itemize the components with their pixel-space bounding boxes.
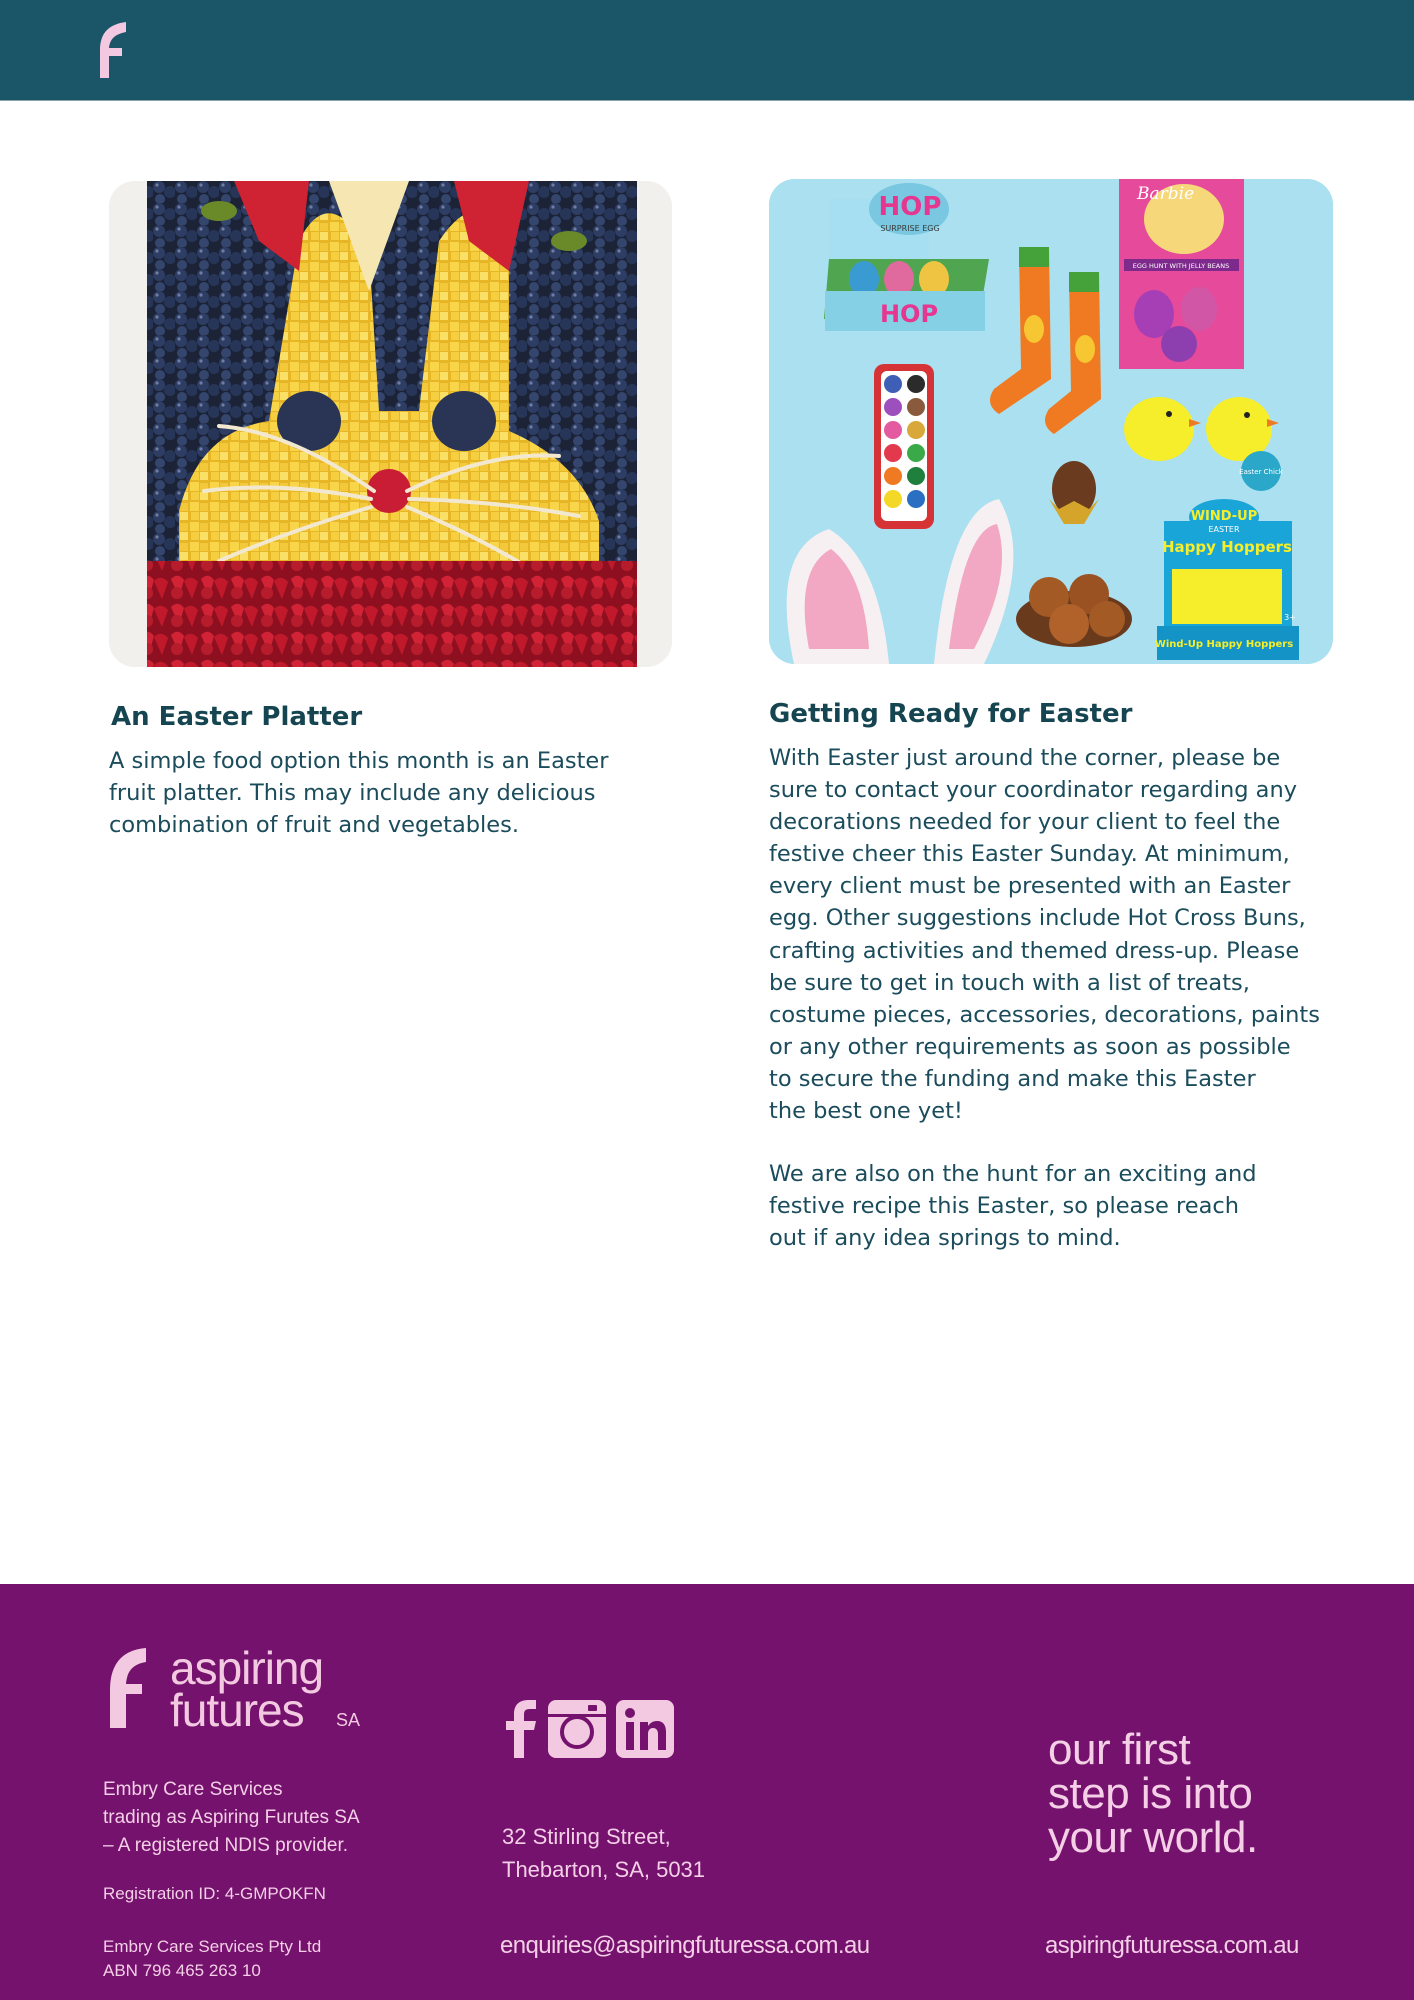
barbie-sublabel: EGG HUNT WITH JELLY BEANS xyxy=(1132,262,1230,270)
pty-line: ABN 796 465 263 10 xyxy=(103,1961,261,1980)
hop-box-sublabel: SURPRISE EGG xyxy=(880,224,940,233)
happy-hoppers-box xyxy=(1155,499,1299,660)
body-line: fruit platter. This may include any delicious xyxy=(109,780,596,807)
easter-treats-collage-photo xyxy=(769,179,1333,664)
logo-suffix: SA xyxy=(336,1710,361,1730)
logo-line-2: futures xyxy=(170,1684,304,1730)
article-title-getting-ready: Getting Ready for Easter xyxy=(769,699,1133,729)
tagline-line: step is into xyxy=(1048,1769,1253,1818)
body-line: festive recipe this Easter, so please reach xyxy=(769,1193,1240,1220)
tagline xyxy=(1048,1725,1258,1862)
wind-up-sublabel: EASTER xyxy=(1208,525,1240,534)
company-line: – A registered NDIS provider. xyxy=(103,1835,349,1856)
article-body-easter-platter xyxy=(109,745,609,841)
instagram-icon[interactable] xyxy=(548,1700,606,1758)
body-line: or any other requirements as soon as possible xyxy=(769,1033,1291,1060)
logo-line-1: aspiring xyxy=(170,1642,324,1694)
body-line: decorations needed for your client to feel the xyxy=(769,809,1281,836)
body-line: We are also on the hunt for an exciting and xyxy=(769,1161,1257,1187)
body-line: egg. Other suggestions include Hot Cross Buns, xyxy=(769,905,1306,932)
tagline-line: our first xyxy=(1048,1725,1191,1774)
body-line: costume pieces, accessories, decorations, paints xyxy=(769,1001,1320,1028)
aspiring-futures-f-icon xyxy=(96,20,136,80)
facebook-icon[interactable] xyxy=(504,1700,540,1758)
easter-bunny-fruit-platter-photo xyxy=(109,181,672,667)
body-line: every client must be presented with an Easter xyxy=(769,873,1291,900)
body-line: combination of fruit and vegetables. xyxy=(109,812,520,839)
email-link[interactable]: enquiries@aspiringfuturessa.com.au xyxy=(500,1932,870,1959)
wind-up-label: WIND-UP xyxy=(1190,509,1258,524)
body-line: crafting activities and themed dress-up. Please xyxy=(769,937,1300,964)
aspiring-futures-logo xyxy=(108,1640,368,1730)
chick-badge: Easter Chick xyxy=(1239,468,1283,476)
body-line: festive cheer this Easter Sunday. At minimum, xyxy=(769,841,1290,868)
linkedin-icon[interactable] xyxy=(616,1700,674,1758)
hop-box-label: HOP xyxy=(878,192,942,222)
tagline-line: your world. xyxy=(1048,1813,1258,1862)
registration-id: Registration ID: 4-GMPOKFN xyxy=(103,1884,326,1903)
article-body-getting-ready xyxy=(769,742,1320,1127)
page-header xyxy=(0,0,1414,101)
body-line: the best one yet! xyxy=(769,1098,963,1125)
street-address xyxy=(502,1820,705,1886)
body-line: sure to contact your coordinator regarding any xyxy=(769,777,1298,804)
age-badge: 3+ xyxy=(1284,613,1296,622)
website-link[interactable]: aspiringfuturessa.com.au xyxy=(1045,1932,1299,1959)
body-line: A simple food option this month is an Easter xyxy=(109,748,609,774)
happy-hoppers-label: Happy Hoppers xyxy=(1162,538,1292,556)
company-line: Embry Care Services xyxy=(103,1779,283,1800)
barbie-label: Barbie xyxy=(1137,184,1195,204)
body-line: to secure the funding and make this Easter xyxy=(769,1065,1256,1092)
address-line: Thebarton, SA, 5031 xyxy=(502,1857,706,1882)
happy-hoppers-base-label: Wind-Up Happy Hoppers xyxy=(1154,639,1294,650)
pty-line: Embry Care Services Pty Ltd xyxy=(103,1937,322,1956)
address-line: 32 Stirling Street, xyxy=(502,1824,671,1849)
body-line: out if any idea springs to mind. xyxy=(769,1225,1121,1252)
company-line: trading as Aspiring Furutes SA xyxy=(103,1807,360,1828)
company-description xyxy=(103,1776,360,1860)
body-line: With Easter just around the corner, please be xyxy=(769,745,1281,771)
hop-box-front-label: HOP xyxy=(879,300,939,328)
barbie-egg-bag xyxy=(1119,179,1244,369)
body-line: be sure to get in touch with a list of treats, xyxy=(769,969,1250,996)
article-body-recipe-request xyxy=(769,1158,1257,1254)
article-title-easter-platter: An Easter Platter xyxy=(111,702,363,732)
company-abn xyxy=(103,1935,321,1983)
